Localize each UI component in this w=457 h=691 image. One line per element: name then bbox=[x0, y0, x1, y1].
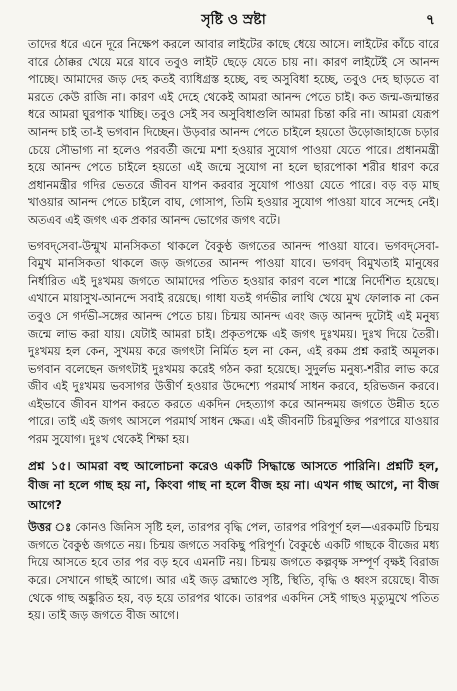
paragraph-1: তাদের ধরে এনে দূরে নিক্ষেপ করলে আবার লাইটের কাছে ধেয়ে আসে। লাইটের কাঁচে বারে বারে ঠোক্কর খেয়ে মরে যাবে তবুও লাইট ছেড়ে যেতে চায় না। কারণ লাইটেই সে আনন্দ পাচ্ছে। আমাদের জড় দেহ কতই ব্যাধিগ্রস্ত হচ্ছে, বহু অসুবিধা হচ্ছে, তবুও দেহ ছাড়তে বা মরতে কেউ রাজি না। কারণ এই দেহে থেকেই আমরা আনন্দ পেতে চাই। কত জন্ম-জন্মান্তর ধরে আমরা ঘুরপাক খাচ্ছি। তবুও সেই সব অসুবিধাগুলি আমরা চিন্তা করি না। আমরা যেরূপ আনন্দ চাই তা-ই ভগবান দিচ্ছেন। উড়বার আনন্দ পেতে চাইলে হয়তো উড়োজাহাজে চড়ার চেয়ে সৌভাগ্য না হলেও পরবর্তী জন্মে মশা হওয়ার সুযোগ পাওয়া যেতে পারে। প্রধানমন্ত্রী হয়ে আনন্দ পেতে চাইলে হয়তো এই জন্মে সুযোগ না হলে ছারপোকা শরীর ধারণ করে প্রধানমন্ত্রীর গদির ভেতরে জীবন যাপন করবার সুযোগ পাওয়া যেতে পারে। বড় বড় মাছ খাওয়ার আনন্দ পেতে চাইলে বাঘ, গোসাপ, তিমি হওয়ার সুযোগ পাওয়া যাবে সন্দেহ নেই। অতএব এই জগৎ এক প্রকার আনন্দ ভোগের জগৎ বটে। bbox=[28, 37, 439, 227]
body-text bbox=[28, 36, 439, 625]
question-block bbox=[28, 457, 439, 516]
paragraph-2: ভগবদ্‌সেবা-উন্মুখ মানসিকতা থাকলে বৈকুণ্ঠ জগতের আনন্দ পাওয়া যাবে। ভগবদ্‌সেবা-বিমুখ মানসিকতা থাকলে জড় জগতের আনন্দ পাওয়া যাবে। ভগবদ্‌ বিমুখতাই মানুষের নির্ধারিত এই দুঃখময় জগতে আমাদের পতিত হওয়ার কারণ বলে শাস্ত্রে নির্দেশিত হয়েছে। এখানে মায়াসুখ-আনন্দে সবাই রয়েছে। গাধা যতই গর্দভীর লাথি খেয়ে মুখ ফোলাক না কেন তবুও সে গর্দভী-সঙ্গের আনন্দ পেতে চায়। চিন্ময় আনন্দ এবং জড় আনন্দ দুটোই এই মনুষ্য জন্মে লাভ করা যায়। যেটাই আমরা চাই। প্রকৃতপক্ষে এই জগৎ দুঃখময়। দুঃখ দিয়ে তৈরী। দুঃখময় হল কেন, সুখময় করে জগৎটা নির্মিত হল না কেন, এই রকম প্রশ্ন করাই অমূলক। ভগবান বলেছেন জগৎটাই দুঃখময় করেই গঠন করা হয়েছে। সুদুর্লভ মনুষ্য-শরীর লাভ করে জীব এই দুঃখময় ভবসাগর উত্তীর্ণ হওয়ার উদ্দেশ্যে পরমার্থ সাধন করবে, হরিভজন করবে। এইভাবে জীবন যাপন করতে করতে একদিন দেহত্যাগ করে আনন্দময় জগতে উন্নীত হতে পারে। তাই এই জগৎ আসলে পরমার্থ সাধন ক্ষেত্র। এই জীবনটি চিরমুক্তির পরপারে যাওয়ার পরম সুযোগ। দুঃখ থেকেই শিক্ষা হয়। bbox=[28, 238, 439, 447]
answer-block bbox=[28, 519, 439, 625]
running-title: সৃষ্টি ও স্রষ্টা bbox=[201, 12, 266, 28]
page-number: ৭ bbox=[425, 12, 435, 28]
answer-label: উত্তর ঃ bbox=[28, 520, 72, 535]
question-label: প্রশ্ন ১৫। bbox=[28, 458, 71, 473]
question-text: আমরা বহু আলোচনা করেও একটি সিদ্ধান্তে আসতে পারিনি। প্রশ্নটি হল, বীজ না হলে গাছ হয় না, কিংবা গাছ না হলে বীজ হয় না। এখন গাছ আগে, না বীজ আগে? bbox=[28, 458, 440, 512]
page-header bbox=[28, 8, 439, 30]
answer-text: কোনও জিনিস সৃষ্টি হল, তারপর বৃদ্ধি পেল, তারপর পরিপূর্ণ হল—এরকমটি চিন্ময় জগতে বৈকুণ্ঠ জগতে নয়। চিন্ময় জগতে সবকিছু পরিপূর্ণ। বৈকুণ্ঠে একটি গাছকে বীজের মধ্য দিয়ে আসতে হবে তার পর বড় হবে এমনটি নয়। চিন্ময় জগতে কল্পবৃক্ষ সম্পূর্ণ বৃক্ষই বিরাজ করে। সেখানে গাছই আগে। আর এই জড় ব্রহ্মাণ্ডে সৃষ্টি, স্থিতি, বৃদ্ধি ও ধ্বংস রয়েছে। বীজ থেকে গাছ অঙ্কুরিত হয়, বড় হয়ে তারপর থাকে। তারপর একদিন সেই গাছও মৃত্যুমুখে পতিত হয়। তাই জড় জগতে বীজ আগে। bbox=[28, 520, 439, 623]
